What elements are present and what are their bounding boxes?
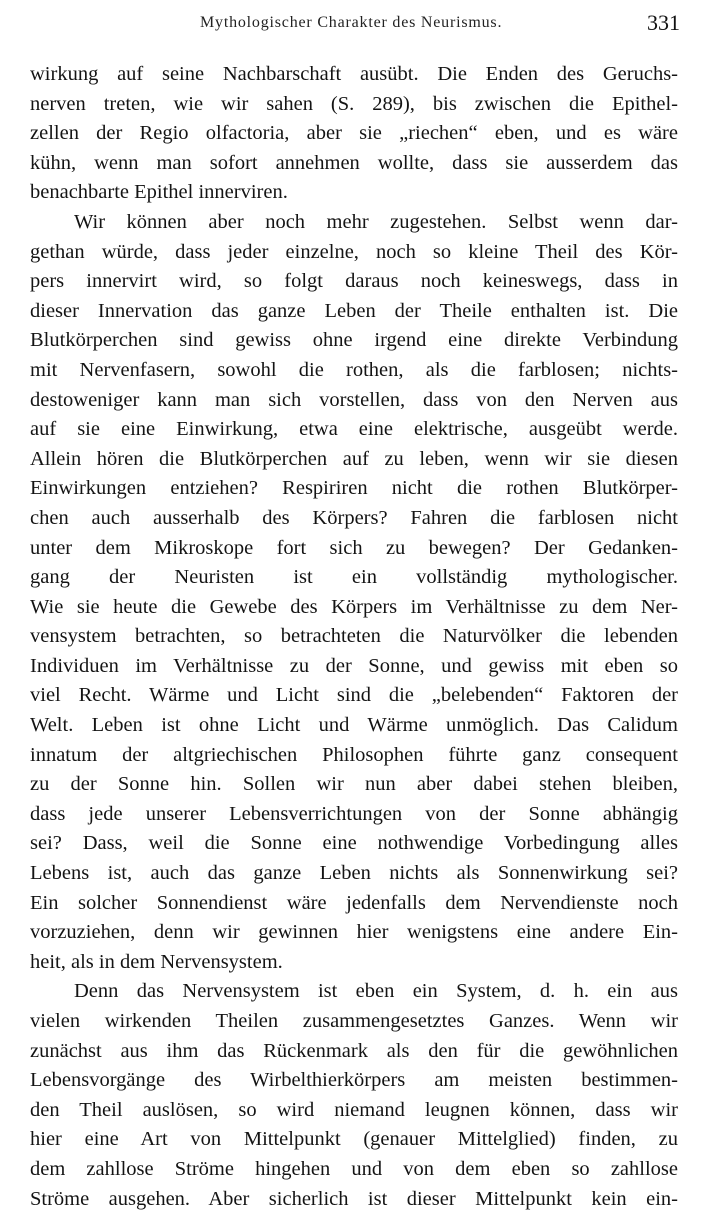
text-line: pers innervirt wird, so folgt daraus noch keineswegs, dass in [30, 270, 678, 293]
text-line: hier eine Art von Mittelpunkt (genauer Mittelglied) finden, zu [30, 1128, 678, 1151]
text-line: vensystem betrachten, so betrachteten die Naturvölker die lebenden [30, 625, 678, 648]
text-line: Welt. Leben ist ohne Licht und Wärme unmöglich. Das Calidum [30, 714, 678, 737]
text-line: zellen der Regio olfactoria, aber sie „riechen“ eben, und es wäre [30, 122, 678, 145]
text-line: sei? Dass, weil die Sonne eine nothwendige Vorbedingung alles [30, 832, 678, 855]
text-line: Blutkörperchen sind gewiss ohne irgend eine direkte Verbindung [30, 329, 678, 352]
text-line: kühn, wenn man sofort annehmen wollte, dass sie ausserdem das [30, 151, 678, 174]
text-line: Ströme ausgehen. Aber sicherlich ist dieser Mittelpunkt kein ein- [30, 1187, 678, 1210]
text-line: wirkung auf seine Nachbarschaft ausübt. Die Enden des Geruchs- [30, 63, 678, 85]
text-line: dieser Innervation das ganze Leben der Theile enthalten ist. Die [30, 299, 678, 322]
text-line: destoweniger kann man sich vorstellen, dass von den Nerven aus [30, 388, 678, 411]
text-line: Wir können aber noch mehr zugestehen. Selbst wenn dar- [74, 210, 678, 233]
text-line: dem zahllose Ströme hingehen und von dem eben so zahllose [30, 1157, 678, 1180]
text-line: mit Nervenfasern, sowohl die rothen, als die farblosen; nichts- [30, 358, 678, 381]
text-line: vorzuziehen, denn wir gewinnen hier wenigstens eine andere Ein- [30, 921, 678, 944]
text-line: Ein solcher Sonnendienst wäre jedenfalls dem Nervendienste noch [30, 891, 678, 914]
text-line: viel Recht. Wärme und Licht sind die „belebenden“ Faktoren der [30, 684, 678, 707]
running-head [30, 10, 680, 40]
text-line: innatum der altgriechischen Philosophen führte ganz consequent [30, 743, 678, 766]
text-line: Wie sie heute die Gewebe des Körpers im Verhältnisse zu dem Ner- [30, 595, 678, 618]
text-line: Denn das Nervensystem ist eben ein System, d. h. ein aus [74, 980, 678, 1003]
text-line: zu der Sonne hin. Sollen wir nun aber dabei stehen bleiben, [30, 773, 678, 796]
text-line: Allein hören die Blutkörperchen auf zu leben, wenn wir sie diesen [30, 447, 678, 470]
text-line: gang der Neuristen ist ein vollständig mythologischer. [30, 566, 678, 589]
text-line: dass jede unserer Lebensverrichtungen von der Sonne abhängig [30, 802, 678, 825]
text-line: zunächst aus ihm das Rückenmark als den für die gewöhnlichen [30, 1039, 678, 1062]
text-line: Individuen im Verhältnisse zu der Sonne, und gewiss mit eben so [30, 654, 678, 677]
body-text [30, 60, 678, 1214]
page-number: 331 [647, 10, 680, 35]
text-line: vielen wirkenden Theilen zusammengesetztes Ganzes. Wenn wir [30, 1010, 678, 1032]
running-title: Mythologischer Charakter des Neurismus. [200, 14, 503, 31]
text-line: Lebens ist, auch das ganze Leben nichts als Sonnenwirkung sei? [30, 862, 678, 885]
text-line: chen auch ausserhalb des Körpers? Fahren die farblosen nicht [30, 506, 678, 529]
text-line: gethan würde, dass jeder einzelne, noch so kleine Theil des Kör- [30, 240, 678, 263]
text-line: nerven treten, wie wir sahen (S. 289), bis zwischen die Epithel- [30, 92, 678, 115]
text-line: auf sie eine Einwirkung, etwa eine elektrische, ausgeübt werde. [30, 418, 678, 441]
text-line: benachbarte Epithel innerviren. [30, 181, 288, 204]
text-line: Einwirkungen entziehen? Respiriren nicht die rothen Blutkörper- [30, 477, 678, 500]
text-line: den Theil auslösen, so wird niemand leugnen können, dass wir [30, 1098, 678, 1121]
text-line: unter dem Mikroskope fort sich zu bewegen? Der Gedanken- [30, 536, 678, 559]
text-line: Lebensvorgänge des Wirbelthierkörpers am meisten bestimmen- [30, 1069, 678, 1092]
text-line: heit, als in dem Nervensystem. [30, 950, 283, 973]
